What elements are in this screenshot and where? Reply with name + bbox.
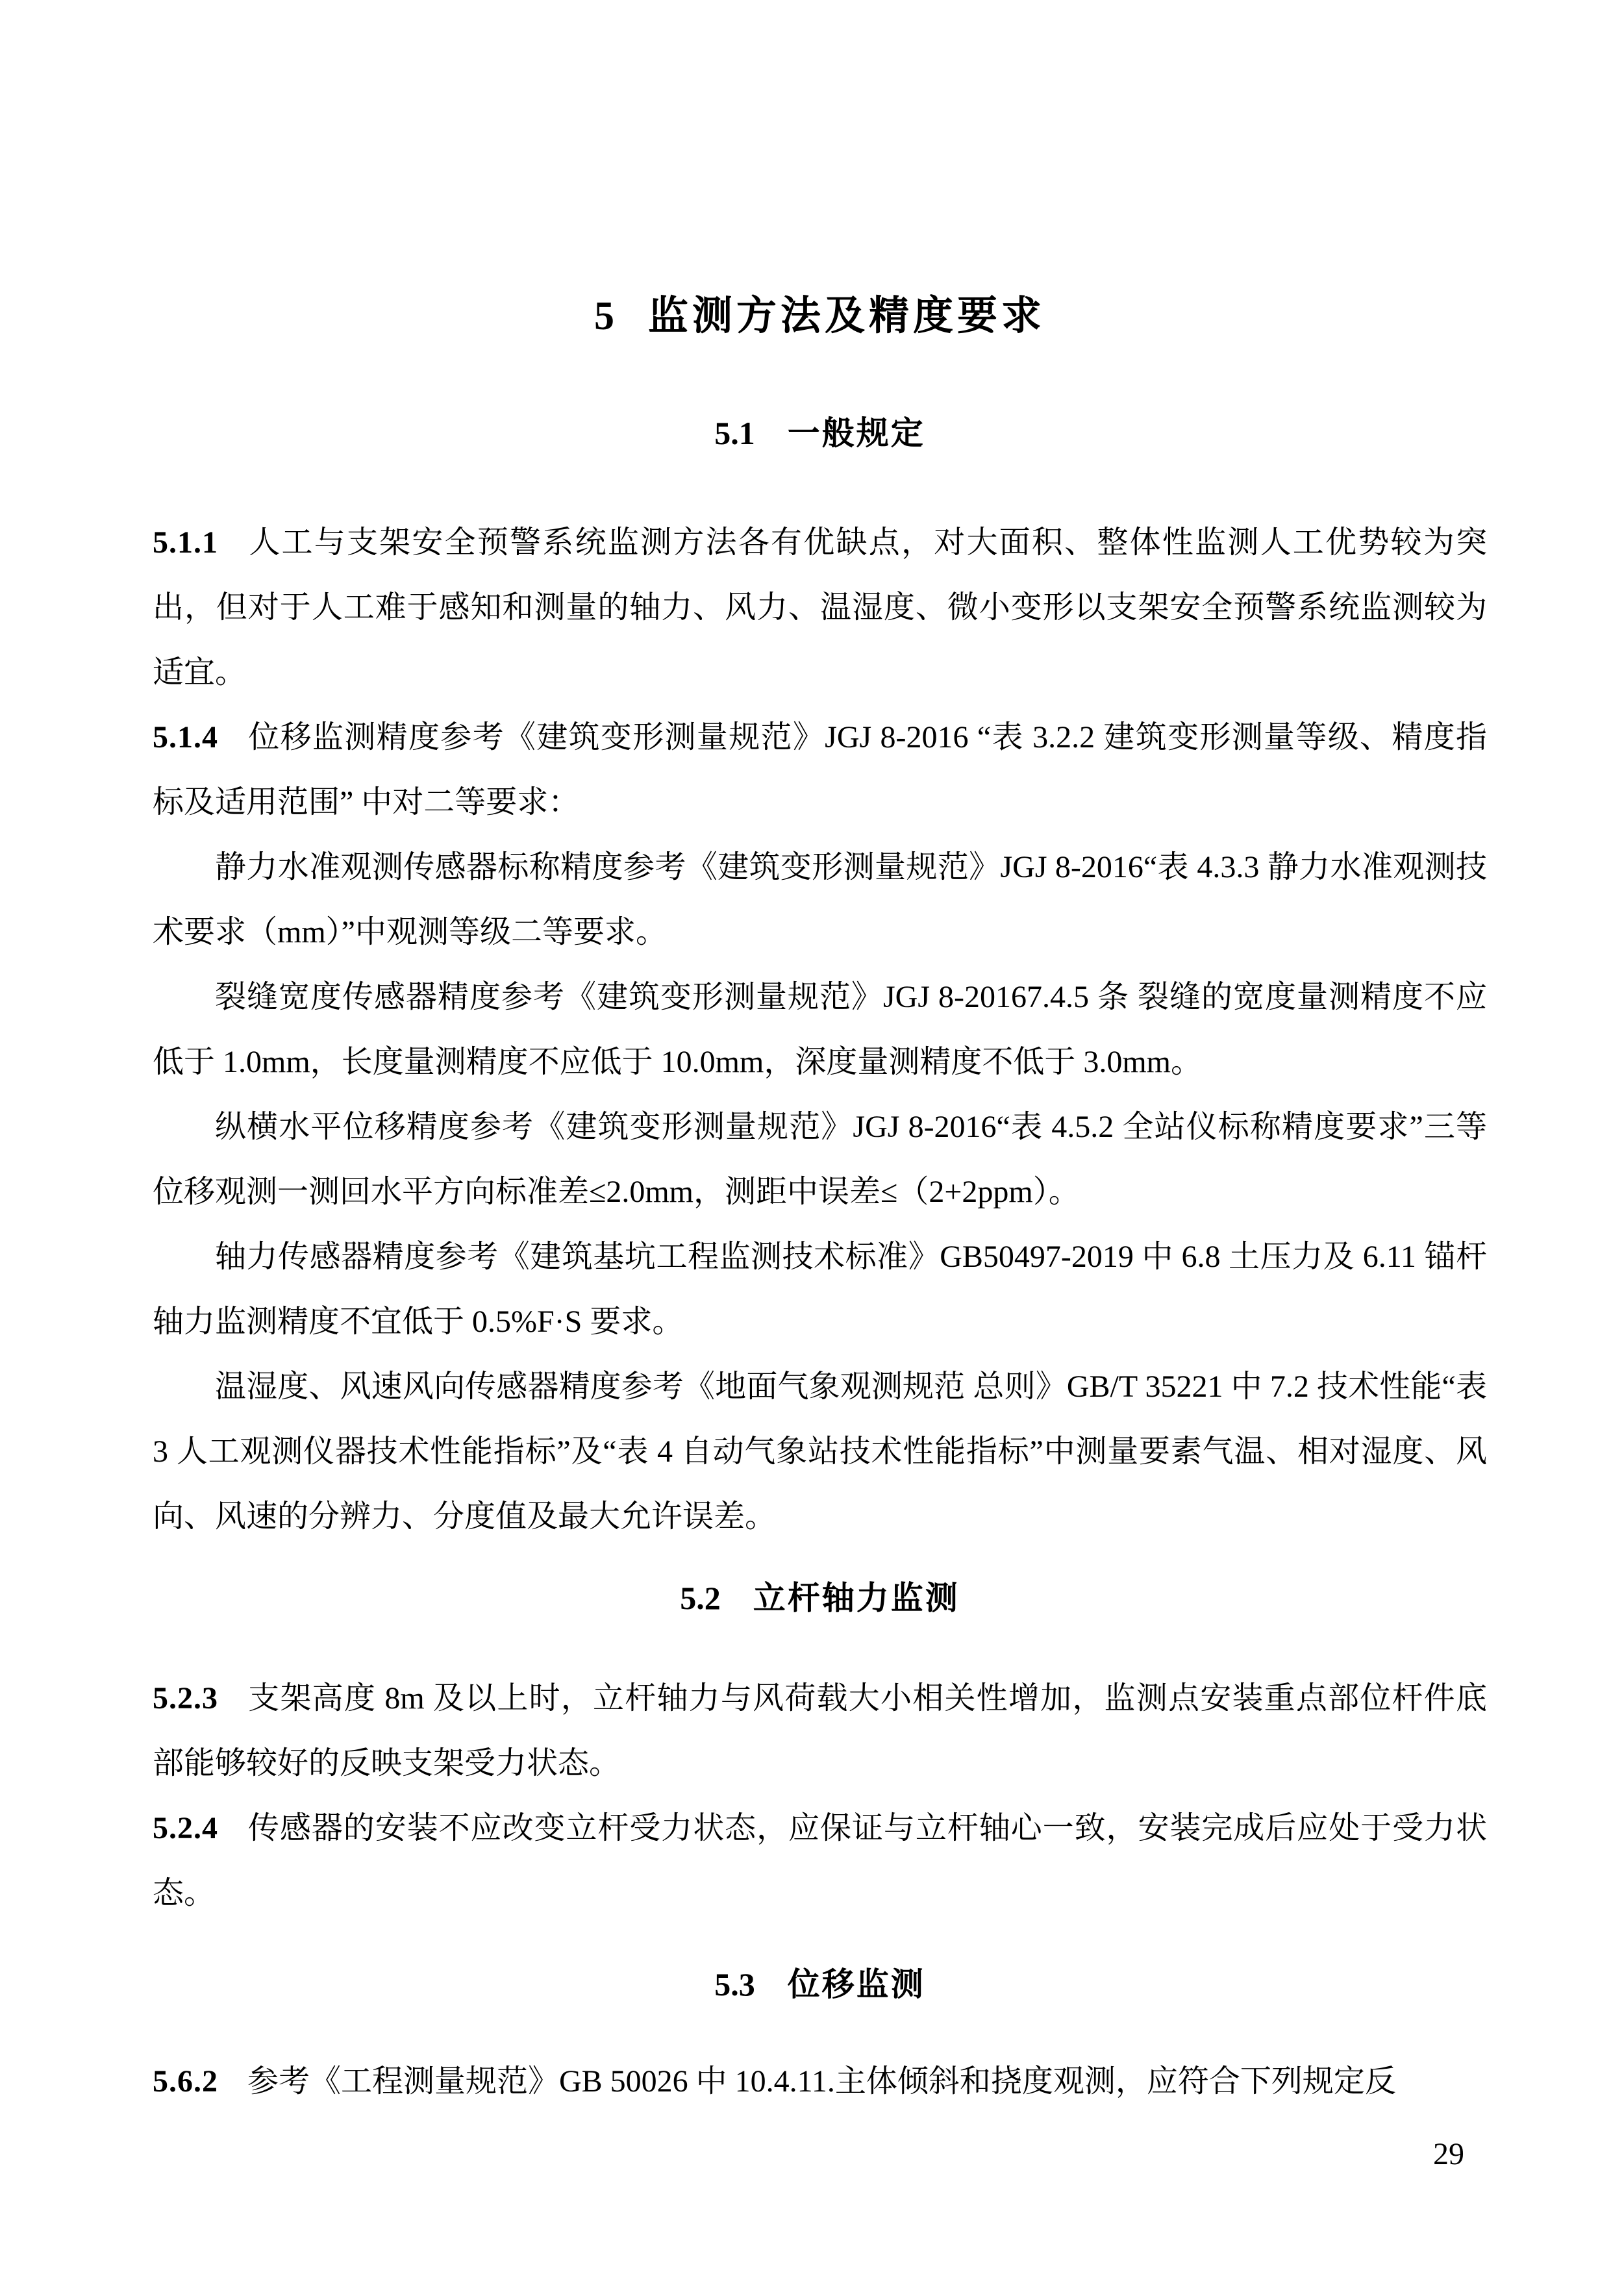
clause-text: 参考《工程测量规范》GB 50026 中 10.4.11.主体倾斜和挠度观测，应符合下列规定反: [247, 2064, 1396, 2099]
paragraph-temperature-humidity-wind: [153, 1354, 1487, 1549]
clause-text: 温湿度、风速风向传感器精度参考《地面气象观测规范 总则》GB/T 35221 中 7.2 技术性能“表 3 人工观测仪器技术性能指标”及“表 4 自动气象站技术性能指标”中测量要素气温、相对湿度、风向、风速的分辨力、分度值及最大允许误差。: [153, 1369, 1487, 1534]
paragraph-5-2-3: [153, 1666, 1487, 1796]
chapter-number: 5: [593, 294, 614, 338]
clause-number: 5.6.2: [153, 2064, 218, 2099]
clause-text: 传感器的安装不应改变立杆受力状态，应保证与立杆轴心一致，安装完成后应处于受力状态。: [153, 1811, 1487, 1910]
clause-number: 5.1.4: [153, 720, 218, 755]
clause-text: 裂缝宽度传感器精度参考《建筑变形测量规范》JGJ 8-20167.4.5 条 裂缝的宽度量测精度不应低于 1.0mm，长度量测精度不应低于 10.0mm，深度量测精度不低于 3.0mm。: [153, 980, 1487, 1079]
paragraph-crack-width: [153, 965, 1487, 1095]
paragraph-axial-force-sensor: [153, 1225, 1487, 1354]
section-number: 5.3: [714, 1966, 755, 2003]
page-number: 29: [1433, 2137, 1464, 2171]
clause-number: 5.2.3: [153, 1681, 218, 1716]
paragraph-5-2-4: [153, 1796, 1487, 1926]
chapter-heading: [153, 0, 1487, 342]
section-title: 立杆轴力监测: [753, 1580, 960, 1616]
section-heading-5-3: [153, 1962, 1487, 2007]
paragraph-5-1-1: [153, 510, 1487, 705]
clause-text: 静力水准观测传感器标称精度参考《建筑变形测量规范》JGJ 8-2016“表 4.3.3 静力水准观测技术要求（mm）”中观测等级二等要求。: [153, 850, 1487, 949]
paragraph-5-6-2: [153, 2049, 1487, 2114]
clause-text: 支架高度 8m 及以上时，立杆轴力与风荷载大小相关性增加，监测点安装重点部位杆件底部能够较好的反映支架受力状态。: [153, 1681, 1487, 1780]
section-number: 5.2: [680, 1580, 721, 1616]
paragraph-hydrostatic-leveling: [153, 835, 1487, 965]
clause-text: 轴力传感器精度参考《建筑基坑工程监测技术标准》GB50497-2019 中 6.8 土压力及 6.11 锚杆轴力监测精度不宜低于 0.5%F·S 要求。: [153, 1240, 1487, 1339]
paragraph-5-1-4: [153, 705, 1487, 835]
section-title: 一般规定: [787, 415, 925, 451]
clause-text: 人工与支架安全预警系统监测方法各有优缺点，对大面积、整体性监测人工优势较为突出，但对于人工难于感知和测量的轴力、风力、温湿度、微小变形以支架安全预警系统监测较为适宜。: [153, 525, 1487, 690]
section-heading-5-1: [153, 410, 1487, 456]
clause-text: 位移监测精度参考《建筑变形测量规范》JGJ 8-2016 “表 3.2.2 建筑变形测量等级、精度指标及适用范围” 中对二等要求：: [153, 720, 1487, 819]
clause-number: 5.1.1: [153, 525, 218, 560]
clause-text: 纵横水平位移精度参考《建筑变形测量规范》JGJ 8-2016“表 4.5.2 全站仪标称精度要求”三等位移观测一测回水平方向标准差≤2.0mm，测距中误差≤（2+2ppm）。: [153, 1110, 1487, 1209]
paragraph-horizontal-displacement: [153, 1095, 1487, 1225]
clause-number: 5.2.4: [153, 1811, 218, 1845]
section-heading-5-2: [153, 1575, 1487, 1621]
chapter-title: 监测方法及精度要求: [647, 294, 1045, 338]
section-title: 位移监测: [787, 1966, 925, 2003]
section-number: 5.1: [714, 415, 755, 451]
